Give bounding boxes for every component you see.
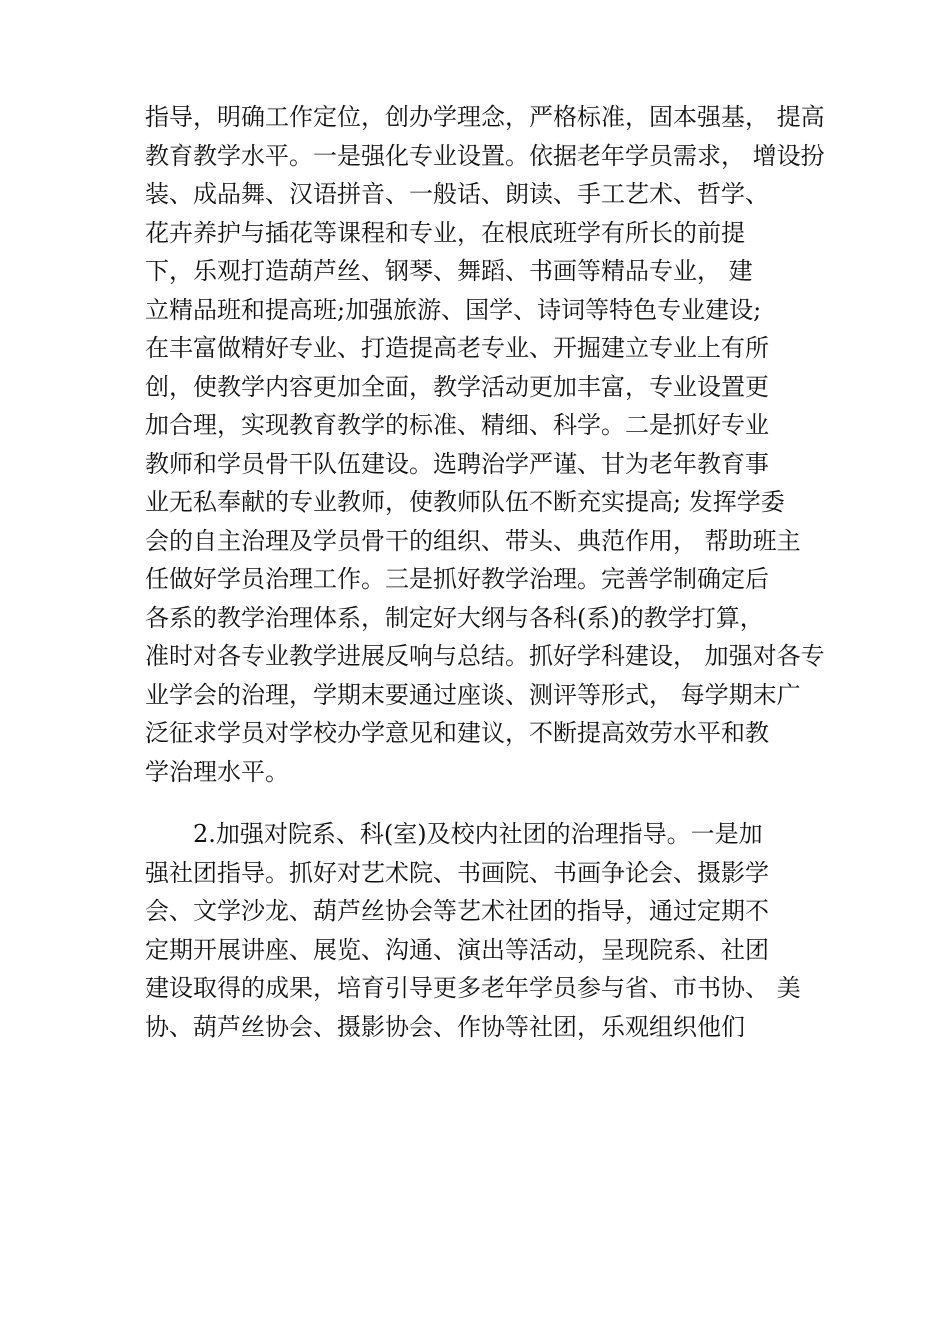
text-line: 会的自主治理及学员骨干的组织、带头、典范作用， 帮助班主 [145,526,801,555]
text-line: 业学会的治理，学期末要通过座谈、测评等形式， 每学期末广 [145,680,801,709]
text-line: 准时对各专业教学进展反响与总结。抓好学科建设， 加强对各专 [145,642,825,670]
text-line: 业无私奉献的专业教师，使教师队伍不断充实提高; 发挥学委 [145,488,785,516]
text-line: 花卉养护与插花等课程和专业，在根底班学有所长的前提 [145,218,745,247]
text-line: 装、成品舞、汉语拼音、一般话、朗读、手工艺术、哲学、 [145,180,769,208]
text-line: 建设取得的成果，培育引导更多老年学员参与省、市书协、 美 [145,974,801,1002]
body-paragraph [145,98,825,791]
text-line: 任做好学员治理工作。三是抓好教学治理。完善学制确定后 [145,565,769,593]
text-line: 2.加强对院系、科(室)及校内社团的治理指导。一是加 [193,820,763,848]
text-line: 立精品班和提高班;加强旅游、国学、诗词等特色专业建设; [145,295,762,324]
text-line: 教育教学水平。一是强化专业设置。依据老年学员需求， 增设扮 [145,141,825,170]
text-line: 强社团指导。抓好对艺术院、书画院、书画争论会、摄影学 [145,858,769,887]
text-line: 泛征求学员对学校办学意见和建议，不断提高效劳水平和教 [145,719,769,747]
text-line: 会、文学沙龙、葫芦丝协会等艺术社团的指导，通过定期不 [145,897,769,925]
text-line: 下，乐观打造葫芦丝、钢琴、舞蹈、书画等精品专业， 建 [145,257,753,285]
text-line: 教师和学员骨干队伍建设。选聘治学严谨、甘为老年教育事 [145,449,769,478]
body-paragraph [145,815,825,1046]
text-line: 指导，明确工作定位，创办学理念，严格标准，固本强基， 提高 [145,103,825,131]
text-line: 各系的教学治理体系，制定好大纲与各科(系)的教学打算， [145,603,764,632]
text-line: 在丰富做精好专业、打造提高老专业、开掘建立专业上有所 [145,334,769,362]
text-line: 学治理水平。 [145,757,289,786]
text-line: 加合理，实现教育教学的标准、精细、科学。二是抓好专业 [145,411,769,439]
text-line: 定期开展讲座、展览、沟通、演出等活动，呈现院系、社团 [145,935,769,964]
text-line: 创，使教学内容更加全面，教学活动更加丰富，专业设置更 [145,372,769,401]
text-line: 协、葫芦丝协会、摄影协会、作协等社团，乐观组织他们 [145,1012,745,1041]
